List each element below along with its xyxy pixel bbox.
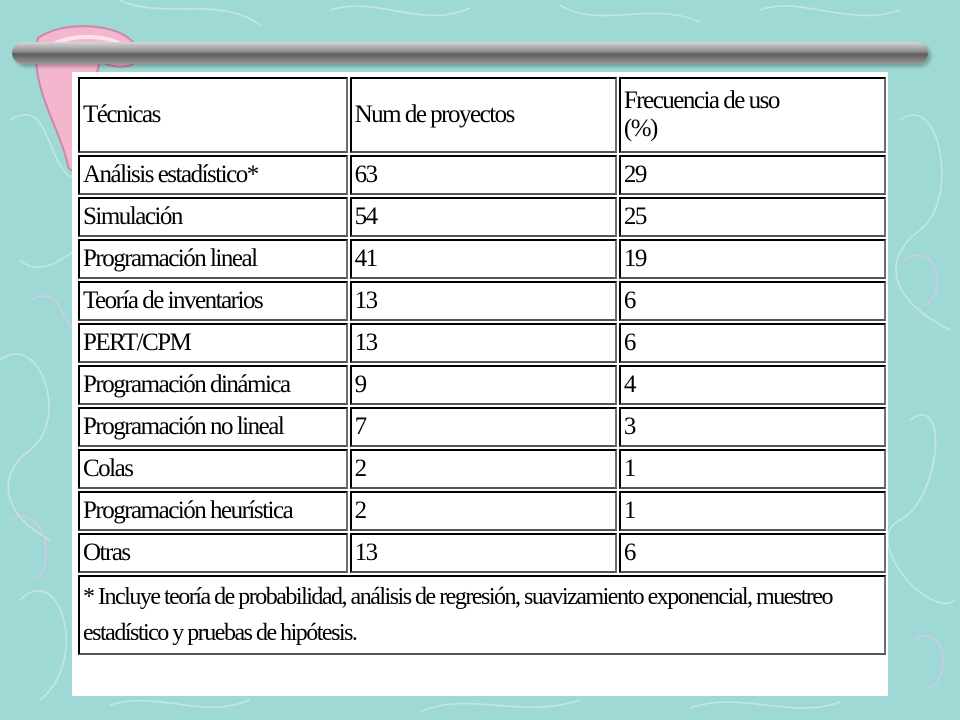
cell-proyectos: 63 <box>350 155 617 195</box>
cell-tecnica: Programación no lineal <box>78 407 348 447</box>
cell-tecnica: Programación dinámica <box>78 365 348 405</box>
header-frecuencia-unit: (%) <box>623 115 657 142</box>
cell-frecuencia: 25 <box>619 197 886 237</box>
cell-frecuencia: 4 <box>619 365 886 405</box>
cell-tecnica: Programación lineal <box>78 239 348 279</box>
cell-tecnica: Análisis estadístico* <box>78 155 348 195</box>
techniques-table <box>76 75 888 657</box>
table-row <box>78 533 886 573</box>
header-frecuencia-label: Frecuencia de uso <box>623 87 779 114</box>
cell-frecuencia: 1 <box>619 449 886 489</box>
cell-frecuencia: 3 <box>619 407 886 447</box>
cell-tecnica: Otras <box>78 533 348 573</box>
table-row <box>78 323 886 363</box>
header-tecnicas: Técnicas <box>78 77 348 153</box>
cell-proyectos: 9 <box>350 365 617 405</box>
table-row <box>78 407 886 447</box>
table-row <box>78 491 886 531</box>
header-frecuencia <box>619 77 886 153</box>
table-row <box>78 281 886 321</box>
cell-tecnica: Simulación <box>78 197 348 237</box>
cell-tecnica: Programación heurística <box>78 491 348 531</box>
cell-frecuencia: 6 <box>619 281 886 321</box>
table-row <box>78 197 886 237</box>
cell-frecuencia: 6 <box>619 533 886 573</box>
cell-tecnica: Colas <box>78 449 348 489</box>
cell-tecnica: PERT/CPM <box>78 323 348 363</box>
table-row <box>78 365 886 405</box>
table-header-row <box>78 77 886 153</box>
cell-proyectos: 7 <box>350 407 617 447</box>
table-footnote-row <box>78 575 886 655</box>
cell-frecuencia: 29 <box>619 155 886 195</box>
table-row <box>78 239 886 279</box>
cell-tecnica: Teoría de inventarios <box>78 281 348 321</box>
table-footnote: * Incluye teoría de probabilidad, análisis de regresión, suavizamiento exponencial, muestreo estadístico y pruebas de hipótesis. <box>78 575 886 655</box>
table-row <box>78 155 886 195</box>
cell-proyectos: 13 <box>350 323 617 363</box>
cell-proyectos: 13 <box>350 533 617 573</box>
table-row <box>78 449 886 489</box>
cell-frecuencia: 6 <box>619 323 886 363</box>
cell-frecuencia: 1 <box>619 491 886 531</box>
cell-frecuencia: 19 <box>619 239 886 279</box>
header-num-proyectos: Num de proyectos <box>350 77 617 153</box>
cell-proyectos: 2 <box>350 491 617 531</box>
title-bar-divider <box>12 42 928 64</box>
cell-proyectos: 13 <box>350 281 617 321</box>
cell-proyectos: 41 <box>350 239 617 279</box>
cell-proyectos: 2 <box>350 449 617 489</box>
cell-proyectos: 54 <box>350 197 617 237</box>
